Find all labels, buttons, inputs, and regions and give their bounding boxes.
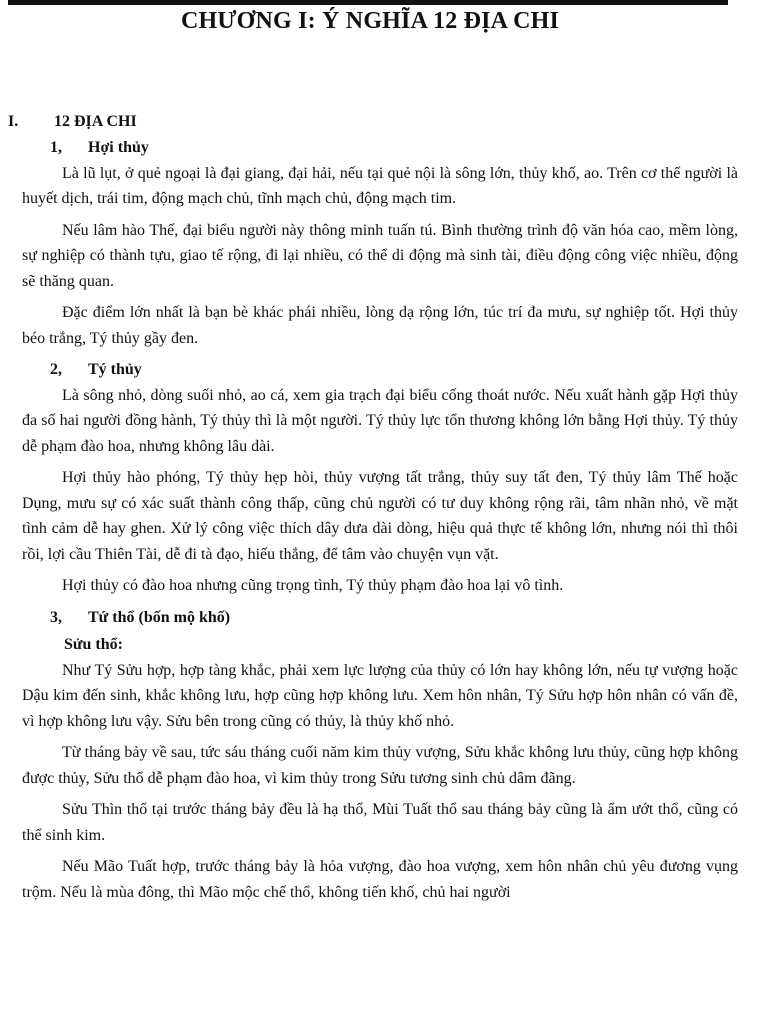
paragraph: Là sông nhỏ, dòng suối nhỏ, ao cá, xem gia trạch đại biểu cống thoát nước. Nếu xuất hành gặp Hợi thủy đa số hai người đồng hành, Tý thủy thì là một người. Tý thủy lực tổn thương không lớn bằng Hợi thủy. Tý thủy dễ phạm đào hoa, nhưng không lâu dài. xyxy=(22,386,738,455)
subsection-heading xyxy=(50,135,738,161)
subsection-title: Tý thủy xyxy=(88,361,142,378)
paragraph: Là lũ lụt, ở quẻ ngoại là đại giang, đại hải, nếu tại quẻ nội là sông lớn, thủy khố, ao. Trên cơ thể người là huyết dịch, trái tim, động mạch chủ, tĩnh mạch chủ, động mạch tim. xyxy=(22,164,738,207)
paragraph: Sửu Thìn thổ tại trước tháng bảy đều là hạ thổ, Mùi Tuất thổ sau tháng bảy cũng là ẩm ướt thổ, cũng có thể sinh kim. xyxy=(22,801,738,844)
paragraph: Nếu lâm hào Thế, đại biểu người này thông minh tuấn tú. Bình thường trình độ văn hóa cao, mềm lòng, sự nghiệp có thành tựu, giao tế rộng, đi lại nhiều, có thể di động mà sinh tài, điều động công việc nhiều, động sẽ thăng quan. xyxy=(22,221,738,290)
paragraph: Nếu Mão Tuất hợp, trước tháng bảy là hỏa vượng, đào hoa vượng, xem hôn nhân chủ yêu đương vụng trộm. Nếu là mùa đông, thì Mão mộc chế thổ, không tiến khố, chủ hai người xyxy=(22,858,738,901)
subsection-title: Tứ thổ (bốn mộ khố) xyxy=(88,608,231,626)
subsection-title: Hợi thủy xyxy=(88,139,149,156)
paragraph: Hợi thủy có đào hoa nhưng cũng trọng tình, Tý thủy phạm đào hoa lại vô tình. xyxy=(62,577,564,594)
subsection-number: 2, xyxy=(50,361,62,378)
paragraph: Như Tý Sửu hợp, hợp tàng khắc, phải xem lực lượng của thủy có lớn hay không lớn, nếu tự vượng hoặc Dậu kim đến sinh, khắc không lưu, hợp cũng hợp không lưu. Xem hôn nhân, Tý Sửu hợp hôn nhân có vấn đề, vì hợp không lưu vậy. Sửu bên trong cũng có thủy, là thủy khố nhỏ. xyxy=(22,661,738,730)
section-number: I. xyxy=(8,113,19,130)
paragraph: Đặc điểm lớn nhất là bạn bè khác phái nhiều, lòng dạ rộng lớn, túc trí đa mưu, sự nghiệp tốt. Hợi thủy béo trắng, Tý thủy gầy đen. xyxy=(22,304,738,347)
chapter-title: CHƯƠNG I: Ý NGHĨA 12 ĐỊA CHI xyxy=(180,8,560,34)
subsection-number: 1, xyxy=(50,139,62,156)
section-title: 12 ĐỊA CHI xyxy=(54,113,137,130)
subsection-heading xyxy=(50,605,738,631)
document-body xyxy=(8,109,738,911)
section-heading xyxy=(8,109,738,135)
paragraph: Hợi thủy hào phóng, Tý thủy hẹp hòi, thủy vượng tất trắng, thủy suy tất đen, Tý thủy lâm Thế hoặc Dụng, mưu sự có xác suất thành công thấp, cũng chủ người có tư duy không rộng rãi, tâm nhãn nhỏ, về mặt tình cảm dễ hay ghen. Xử lý công việc thích dây dưa dài dòng, hiệu quả thực tế không lớn, nhưng nói thì thôi rồi, lợi cầu Thiên Tài, dễ đi tà đạo, hiếu thắng, để tâm vào chuyện vụn vặt. xyxy=(22,469,738,563)
subsection-number: 3, xyxy=(50,608,62,626)
subsection-heading xyxy=(50,357,738,383)
subsubsection-heading: Sửu thổ: xyxy=(64,636,123,653)
paragraph: Từ tháng bảy về sau, tức sáu tháng cuối năm kim thủy vượng, Sửu khắc không lưu thủy, cũng hợp không được thủy, Sửu thổ dễ phạm đào hoa, vì kim thủy trong Sửu tương sinh chủ dâm đãng. xyxy=(22,744,738,787)
